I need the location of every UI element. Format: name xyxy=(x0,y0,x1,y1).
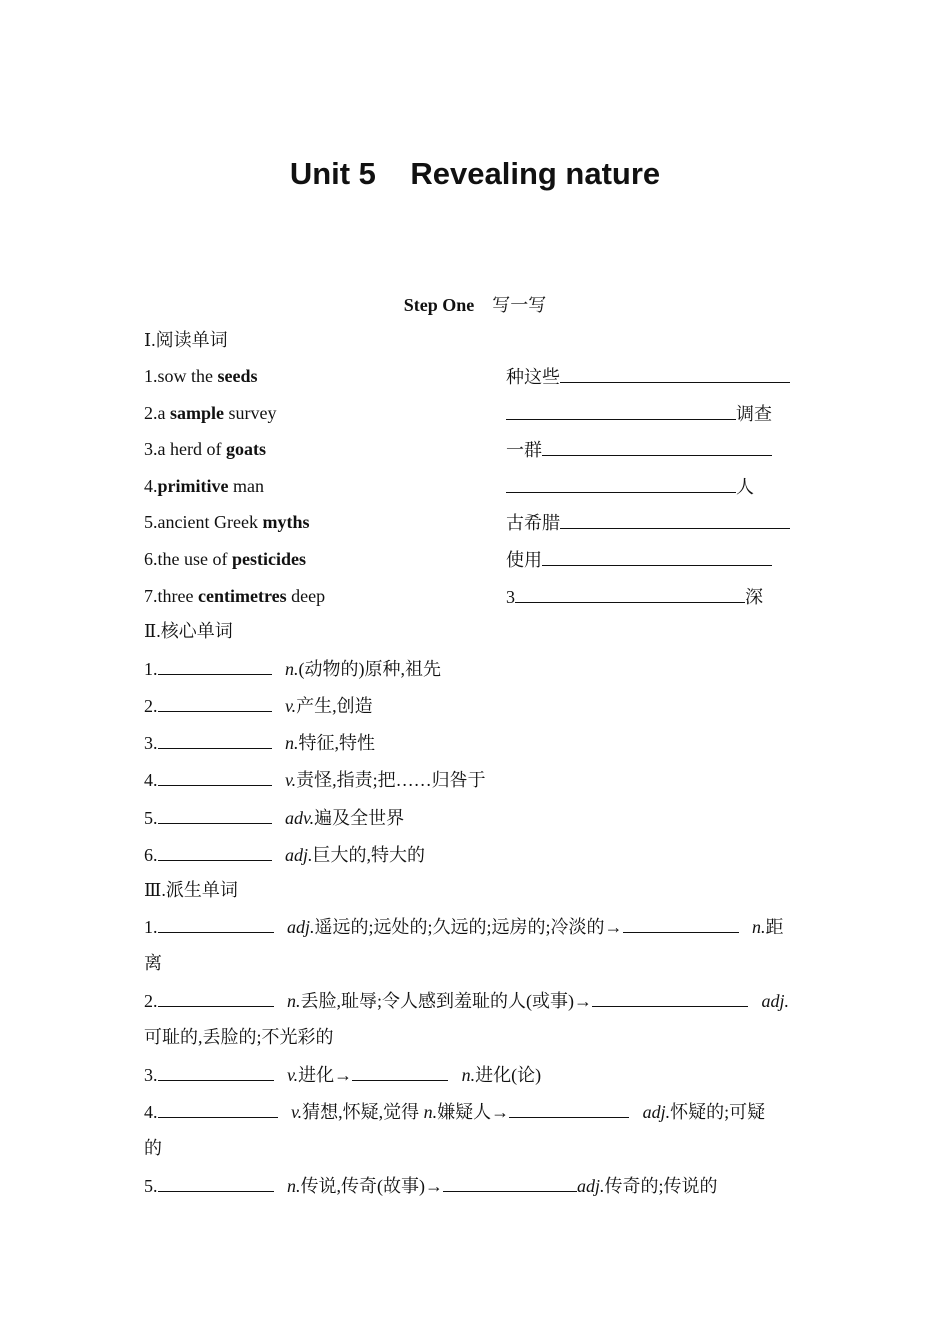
answer-blank[interactable] xyxy=(352,1062,448,1081)
s1-item-6: 6.the use of pesticides xyxy=(144,549,306,569)
section1-heading: Ⅰ.阅读单词 xyxy=(144,330,228,350)
s2-item-4: 4. v.责怪,指责;把……归咎于 xyxy=(144,767,486,792)
s1-item-7-translation: 3 深 xyxy=(506,584,763,609)
answer-blank[interactable] xyxy=(158,693,272,712)
s3-item-4: 4. v.猜想,怀疑,觉得 n.嫌疑人→ adj.怀疑的;可疑 xyxy=(144,1099,765,1124)
s1-item-6-translation: 使用 xyxy=(506,547,772,572)
s1-item-1: 1.sow the seeds xyxy=(144,366,258,386)
answer-blank[interactable] xyxy=(592,988,748,1007)
answer-blank[interactable] xyxy=(158,1173,274,1192)
s3-item-2-cont: 可耻的,丢脸的;不光彩的 xyxy=(144,1027,334,1047)
s1-item-2: 2.a sample survey xyxy=(144,403,277,423)
s1-item-5-translation: 古希腊 xyxy=(506,510,790,535)
s2-item-3: 3. n.特征,特性 xyxy=(144,730,375,755)
answer-blank[interactable] xyxy=(443,1173,577,1192)
s3-item-1: 1. adj.遥远的;远处的;久远的;远房的;冷淡的→ n.距 xyxy=(144,914,784,939)
s1-item-1-translation: 种这些 xyxy=(506,364,790,389)
answer-blank[interactable] xyxy=(158,842,272,861)
s2-item-6: 6. adj.巨大的,特大的 xyxy=(144,842,425,867)
s3-item-4-cont: 的 xyxy=(144,1138,162,1158)
answer-blank[interactable] xyxy=(560,510,790,529)
section3-heading: Ⅲ.派生单词 xyxy=(144,880,238,900)
page-title: Unit 5 Revealing nature xyxy=(289,156,661,191)
answer-blank[interactable] xyxy=(560,364,790,383)
s2-item-1: 1. n.(动物的)原种,祖先 xyxy=(144,656,441,681)
s3-item-1-cont: 离 xyxy=(144,953,162,973)
s3-item-5: 5. n.传说,传奇(故事)→ adj.传奇的;传说的 xyxy=(144,1173,718,1198)
answer-blank[interactable] xyxy=(158,988,274,1007)
s3-item-2: 2. n.丢脸,耻辱;令人感到羞耻的人(或事)→ adj. xyxy=(144,988,789,1013)
s1-item-4: 4.primitive man xyxy=(144,476,264,496)
step-cn: 写一写 xyxy=(492,295,547,315)
s1-item-3-translation: 一群 xyxy=(506,437,772,462)
s1-item-7: 7.three centimetres deep xyxy=(144,586,326,606)
answer-blank[interactable] xyxy=(542,437,772,456)
s1-item-5: 5.ancient Greek myths xyxy=(144,512,310,532)
answer-blank[interactable] xyxy=(515,584,745,603)
answer-blank[interactable] xyxy=(542,547,772,566)
answer-blank[interactable] xyxy=(158,1099,278,1118)
s2-item-5: 5. adv.遍及全世界 xyxy=(144,805,404,830)
answer-blank[interactable] xyxy=(623,914,739,933)
s1-item-4-translation: 人 xyxy=(506,474,754,499)
s3-item-1-m2: 距 xyxy=(765,917,784,937)
s3-item-3: 3. v.进化→ n.进化(论) xyxy=(144,1062,541,1087)
answer-blank[interactable] xyxy=(158,1062,274,1081)
answer-blank[interactable] xyxy=(158,914,274,933)
answer-blank[interactable] xyxy=(158,805,272,824)
answer-blank[interactable] xyxy=(509,1099,629,1118)
answer-blank[interactable] xyxy=(158,767,272,786)
s1-item-2-translation: 调查 xyxy=(506,401,772,426)
s2-item-2: 2. v.产生,创造 xyxy=(144,693,373,718)
section2-heading: Ⅱ.核心单词 xyxy=(144,621,233,641)
answer-blank[interactable] xyxy=(506,474,736,493)
answer-blank[interactable] xyxy=(506,401,736,420)
s1-item-3: 3.a herd of goats xyxy=(144,439,266,459)
step-label: Step One xyxy=(403,295,475,315)
answer-blank[interactable] xyxy=(158,656,272,675)
answer-blank[interactable] xyxy=(158,730,272,749)
step-heading xyxy=(0,291,950,317)
